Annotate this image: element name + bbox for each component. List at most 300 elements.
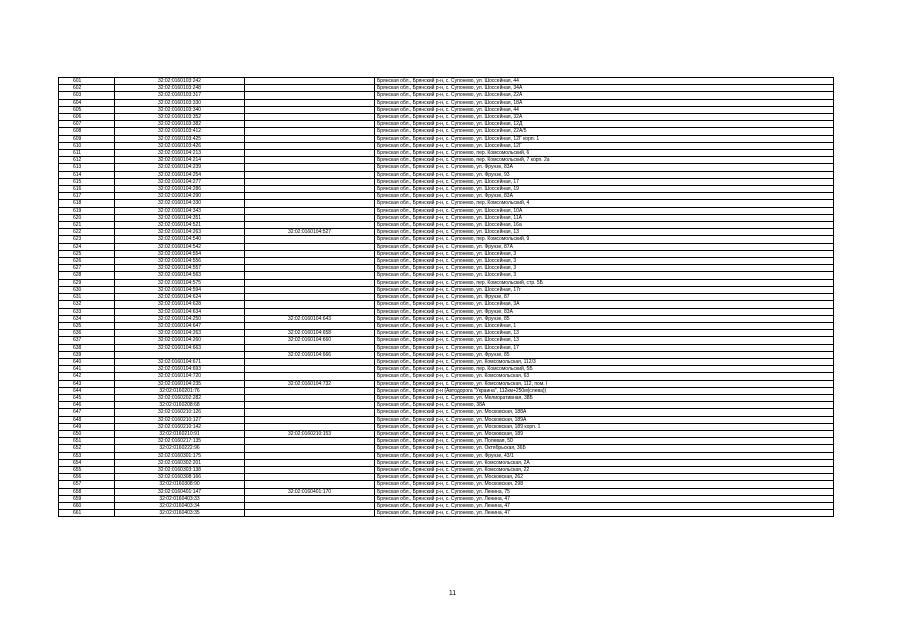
row-number-cell: 601 — [59, 78, 115, 85]
linked-cadastral-number-cell — [245, 142, 375, 149]
address-cell: Брянская обл., Брянский р-н, с. Супонево, ул. Шоссейная, 44 — [375, 106, 834, 113]
table-row — [59, 315, 834, 322]
cadastral-number-cell: 32:02:0160104:330 — [115, 200, 245, 207]
cadastral-number-cell: 32:02:0160103:412 — [115, 128, 245, 135]
linked-cadastral-number-cell — [245, 157, 375, 164]
address-cell: Брянская обл., Брянский р-н, с. Супонево, ул. Шоссейная, 11А — [375, 214, 834, 221]
cadastral-number-cell: 32:02:0160104:290 — [115, 193, 245, 200]
table-row — [59, 452, 834, 459]
table-row — [59, 474, 834, 481]
linked-cadastral-number-cell — [245, 164, 375, 171]
cadastral-number-cell: 32:02:0160210:126 — [115, 409, 245, 416]
row-number-cell: 608 — [59, 128, 115, 135]
table-row — [59, 459, 834, 466]
address-cell: Брянская обл., Брянский р-н, с. Супонево, ул. Московская, 298 — [375, 481, 834, 488]
address-cell: Брянская обл., Брянский р-н, с. Супонево, ул. Шоссейная, 12Г корп. 1 — [375, 135, 834, 142]
row-number-cell: 604 — [59, 99, 115, 106]
row-number-cell: 639 — [59, 351, 115, 358]
linked-cadastral-number-cell — [245, 236, 375, 243]
address-cell: Брянская обл., Брянский р-н, с. Супонево, ул. Шоссейная, 3 — [375, 250, 834, 257]
parcel-table-body — [59, 78, 834, 517]
table-row — [59, 301, 834, 308]
row-number-cell: 626 — [59, 258, 115, 265]
row-number-cell: 635 — [59, 322, 115, 329]
cadastral-number-cell: 32:02:0160103:352 — [115, 114, 245, 121]
table-row — [59, 330, 834, 337]
address-cell: Брянская обл., Брянский р-н, с. Супонево, ул. Мелиоративная, 38Б — [375, 394, 834, 401]
address-cell: Брянская обл., Брянский р-н, с. Супонево, ул. Московская, 189 корп. 1 — [375, 423, 834, 430]
cadastral-number-cell: 32:02:0160403:35 — [115, 510, 245, 517]
cadastral-number-cell: 32:02:0160104:663 — [115, 344, 245, 351]
table-row — [59, 308, 834, 315]
row-number-cell: 659 — [59, 495, 115, 502]
address-cell: Брянская обл., Брянский р-н, с. Супонево, ул. Ленина, 75 — [375, 488, 834, 495]
linked-cadastral-number-cell — [245, 193, 375, 200]
linked-cadastral-number-cell — [245, 265, 375, 272]
table-row — [59, 445, 834, 452]
linked-cadastral-number-cell — [245, 402, 375, 409]
linked-cadastral-number-cell — [245, 294, 375, 301]
address-cell: Брянская обл., Брянский р-н, с. Супонево, ул. Шоссейная, 13 — [375, 337, 834, 344]
table-row — [59, 502, 834, 509]
table-row — [59, 387, 834, 394]
table-row — [59, 430, 834, 437]
table-row — [59, 200, 834, 207]
linked-cadastral-number-cell: 32:02:0160104:666 — [245, 351, 375, 358]
cadastral-number-cell: 32:02:0160104:260 — [115, 337, 245, 344]
linked-cadastral-number-cell — [245, 214, 375, 221]
row-number-cell: 630 — [59, 286, 115, 293]
row-number-cell: 624 — [59, 243, 115, 250]
table-row — [59, 243, 834, 250]
cadastral-number-cell: 32:02:0160104:720 — [115, 373, 245, 380]
row-number-cell: 606 — [59, 114, 115, 121]
row-number-cell: 652 — [59, 445, 115, 452]
cadastral-number-cell: 32:02:0160104:624 — [115, 294, 245, 301]
table-row — [59, 286, 834, 293]
page-number: 11 — [448, 590, 457, 597]
cadastral-number-cell: 32:02:0160210:142 — [115, 423, 245, 430]
linked-cadastral-number-cell — [245, 481, 375, 488]
table-row — [59, 78, 834, 85]
table-row — [59, 481, 834, 488]
row-number-cell: 616 — [59, 186, 115, 193]
address-cell: Брянская обл., Брянский р-н, с. Супонево, ул. Фрунзе, 85 — [375, 315, 834, 322]
address-cell: Брянская обл., Брянский р-н, с. Супонево, ул. Ленина, 47 — [375, 502, 834, 509]
table-row — [59, 121, 834, 128]
table-row — [59, 380, 834, 387]
cadastral-number-cell: 32:02:0160104:254 — [115, 171, 245, 178]
address-cell: Брянская обл., Брянский р-н, с. Супонево, пер. Комсомольский, 5Б — [375, 366, 834, 373]
row-number-cell: 650 — [59, 430, 115, 437]
address-cell: Брянская обл., Брянский р-н, с. Супонево, ул. Московская, 188А — [375, 409, 834, 416]
address-cell: Брянская обл., Брянский р-н, с. Супонево, ул. Шоссейная, 3А — [375, 301, 834, 308]
row-number-cell: 620 — [59, 214, 115, 221]
table-row — [59, 128, 834, 135]
table-row — [59, 510, 834, 517]
cadastral-number-cell: 32:02:0160104:235 — [115, 380, 245, 387]
cadastral-number-cell: 32:02:0160104:351 — [115, 214, 245, 221]
cadastral-number-cell: 32:02:0160104:634 — [115, 308, 245, 315]
address-cell: Брянская обл., Брянский р-н, с. Супонево, ул. Фрунзе, 93 — [375, 171, 834, 178]
address-cell: Брянская обл., Брянский р-н, с. Супонево, ул. Комсомольская, 112, пом. I — [375, 380, 834, 387]
address-cell: Брянская обл., Брянский р-н, с. Супонево, ул. Шоссейная, 34А — [375, 85, 834, 92]
linked-cadastral-number-cell: 32:02:0160104:732 — [245, 380, 375, 387]
linked-cadastral-number-cell: 32:02:0160210:153 — [245, 430, 375, 437]
row-number-cell: 645 — [59, 394, 115, 401]
address-cell: Брянская обл., Брянский р-н, с. Супонево, ул. Комсомольская, 112/3 — [375, 358, 834, 365]
row-number-cell: 627 — [59, 265, 115, 272]
parcel-table — [58, 77, 834, 517]
table-row — [59, 164, 834, 171]
table-row — [59, 157, 834, 164]
row-number-cell: 613 — [59, 164, 115, 171]
cadastral-number-cell: 32:02:0160104:263 — [115, 229, 245, 236]
cadastral-number-cell: 32:02:0160208:68 — [115, 402, 245, 409]
table-row — [59, 409, 834, 416]
cadastral-number-cell: 32:02:0160103:340 — [115, 106, 245, 113]
table-row — [59, 250, 834, 257]
cadastral-number-cell: 32:02:0160303:138 — [115, 466, 245, 473]
cadastral-number-cell: 32:02:0160104:263 — [115, 330, 245, 337]
row-number-cell: 654 — [59, 459, 115, 466]
cadastral-number-cell: 32:02:0160104:277 — [115, 178, 245, 185]
linked-cadastral-number-cell — [245, 121, 375, 128]
linked-cadastral-number-cell — [245, 250, 375, 257]
table-row — [59, 178, 834, 185]
table-row — [59, 294, 834, 301]
address-cell: Брянская обл., Брянский р-н, с. Супонево, ул. Шоссейная, 32А — [375, 114, 834, 121]
table-row — [59, 229, 834, 236]
table-row — [59, 258, 834, 265]
address-cell: Брянская обл., Брянский р-н, с. Супонево, ул. Шоссейная, 3 — [375, 265, 834, 272]
address-cell: Брянская обл., Брянский р-н, с. Супонево, ул. Шоссейная, 44 — [375, 78, 834, 85]
linked-cadastral-number-cell — [245, 466, 375, 473]
linked-cadastral-number-cell — [245, 99, 375, 106]
linked-cadastral-number-cell — [245, 279, 375, 286]
cadastral-number-cell: 32:02:0160308:90 — [115, 481, 245, 488]
address-cell: Брянская обл., Брянский р-н, с. Супонево, пер. Комсомольский, 9 — [375, 236, 834, 243]
row-number-cell: 622 — [59, 229, 115, 236]
row-number-cell: 656 — [59, 474, 115, 481]
address-cell: Брянская обл., Брянский р-н, с. Супонево, ул. Шоссейная, 3 — [375, 258, 834, 265]
linked-cadastral-number-cell — [245, 358, 375, 365]
row-number-cell: 607 — [59, 121, 115, 128]
cadastral-number-cell: 32:02:0160104:542 — [115, 243, 245, 250]
cadastral-number-cell: 32:02:0160210:91 — [115, 430, 245, 437]
row-number-cell: 634 — [59, 315, 115, 322]
address-cell: Брянская обл., Брянский р-н, с. Супонево, пер. Комсомольский, стр. 5Б — [375, 279, 834, 286]
linked-cadastral-number-cell — [245, 200, 375, 207]
address-cell: Брянская обл., Брянский р-н, с. Супонево, ул. Фрунзе, 83А — [375, 164, 834, 171]
row-number-cell: 632 — [59, 301, 115, 308]
address-cell: Брянская обл., Брянский р-н, с. Супонево, ул. Шоссейная, 12Д — [375, 121, 834, 128]
linked-cadastral-number-cell — [245, 106, 375, 113]
cadastral-number-cell: 32:02:0160104:647 — [115, 322, 245, 329]
row-number-cell: 660 — [59, 502, 115, 509]
address-cell: Брянская обл., Брянский р-н, с. Супонево, 38А — [375, 402, 834, 409]
row-number-cell: 641 — [59, 366, 115, 373]
cadastral-number-cell: 32:02:0160104:594 — [115, 286, 245, 293]
cadastral-number-cell: 32:02:0160103:242 — [115, 78, 245, 85]
address-cell: Брянская обл., Брянский р-н, с. Супонево, ул. Московская, 189 — [375, 430, 834, 437]
row-number-cell: 636 — [59, 330, 115, 337]
table-row — [59, 466, 834, 473]
table-row — [59, 402, 834, 409]
address-cell: Брянская обл., Брянский р-н, с. Супонево, ул. Шоссейная, 22А/5 — [375, 128, 834, 135]
linked-cadastral-number-cell: 32:02:0160104:643 — [245, 315, 375, 322]
linked-cadastral-number-cell — [245, 78, 375, 85]
address-cell: Брянская обл., Брянский р-н, с. Супонево, ул. Шоссейная, 18А — [375, 99, 834, 106]
row-number-cell: 609 — [59, 135, 115, 142]
table-row — [59, 488, 834, 495]
table-row — [59, 85, 834, 92]
cadastral-number-cell: 32:02:0160103:330 — [115, 99, 245, 106]
row-number-cell: 602 — [59, 85, 115, 92]
address-cell: Брянская обл., Брянский р-н, с. Супонево, ул. Шоссейная, 17г — [375, 286, 834, 293]
linked-cadastral-number-cell — [245, 258, 375, 265]
address-cell: Брянская обл., Брянский р-н, с. Супонево, ул. Октябрьская, 36Б — [375, 445, 834, 452]
linked-cadastral-number-cell — [245, 366, 375, 373]
linked-cadastral-number-cell — [245, 322, 375, 329]
table-row — [59, 106, 834, 113]
address-cell: Брянская обл., Брянский р-н, с. Супонево, ул. Фрунзе, 83А — [375, 308, 834, 315]
cadastral-number-cell: 32:02:0160403:34 — [115, 502, 245, 509]
cadastral-number-cell: 32:02:0160210:127 — [115, 416, 245, 423]
row-number-cell: 648 — [59, 416, 115, 423]
table-row — [59, 186, 834, 193]
address-cell: Брянская обл., Брянский р-н, с. Супонево, пер. Комсомольский, 6 — [375, 150, 834, 157]
address-cell: Брянская обл., Брянский р-н, с. Супонево, ул. Шоссейная, 13 — [375, 229, 834, 236]
address-cell: Брянская обл., Брянский р-н, с. Супонево, ул. Шоссейная, 16а — [375, 222, 834, 229]
row-number-cell: 611 — [59, 150, 115, 157]
linked-cadastral-number-cell — [245, 286, 375, 293]
cadastral-number-cell: 32:02:0160308:166 — [115, 474, 245, 481]
address-cell: Брянская обл., Брянский р-н, с. Супонево, ул. Комсомольская, 63 — [375, 373, 834, 380]
row-number-cell: 623 — [59, 236, 115, 243]
address-cell: Брянская обл., Брянский р-н, с. Супонево, ул. Шоссейная, 1 — [375, 322, 834, 329]
cadastral-number-cell: 32:02:0160104:671 — [115, 358, 245, 365]
linked-cadastral-number-cell — [245, 344, 375, 351]
linked-cadastral-number-cell: 32:02:0160104:660 — [245, 337, 375, 344]
linked-cadastral-number-cell — [245, 474, 375, 481]
linked-cadastral-number-cell — [245, 409, 375, 416]
address-cell: Брянская обл., Брянский р-н (Автодорога "Украина", 112км+250м(слева)) — [375, 387, 834, 394]
address-cell: Брянская обл., Брянский р-н, с. Супонево, ул. Шоссейная, 10А — [375, 207, 834, 214]
linked-cadastral-number-cell — [245, 243, 375, 250]
address-cell: Брянская обл., Брянский р-н, с. Супонево, ул. Шоссейная, 17 — [375, 178, 834, 185]
table-row — [59, 99, 834, 106]
table-row — [59, 222, 834, 229]
address-cell: Брянская обл., Брянский р-н, с. Супонево, пер. Комсомольский, 4 — [375, 200, 834, 207]
address-cell: Брянская обл., Брянский р-н, с. Супонево, ул. Фрунзе, 87 — [375, 294, 834, 301]
table-row — [59, 344, 834, 351]
table-row — [59, 272, 834, 279]
row-number-cell: 603 — [59, 92, 115, 99]
cadastral-number-cell: 32:02:0160301:175 — [115, 452, 245, 459]
linked-cadastral-number-cell — [245, 423, 375, 430]
address-cell: Брянская обл., Брянский р-н, с. Супонево, ул. Ленина, 47 — [375, 495, 834, 502]
table-row — [59, 214, 834, 221]
linked-cadastral-number-cell — [245, 171, 375, 178]
cadastral-number-cell: 32:02:0160104:521 — [115, 222, 245, 229]
table-row — [59, 114, 834, 121]
table-row — [59, 135, 834, 142]
row-number-cell: 628 — [59, 272, 115, 279]
row-number-cell: 653 — [59, 452, 115, 459]
linked-cadastral-number-cell — [245, 502, 375, 509]
address-cell: Брянская обл., Брянский р-н, с. Супонево, ул. Фрунзе, 43/1 — [375, 452, 834, 459]
cadastral-number-cell: 32:02:0160104:693 — [115, 366, 245, 373]
table-row — [59, 193, 834, 200]
row-number-cell: 647 — [59, 409, 115, 416]
row-number-cell: 610 — [59, 142, 115, 149]
cadastral-number-cell: 32:02:0160104:343 — [115, 207, 245, 214]
table-row — [59, 495, 834, 502]
linked-cadastral-number-cell — [245, 85, 375, 92]
table-row — [59, 171, 834, 178]
linked-cadastral-number-cell — [245, 452, 375, 459]
row-number-cell: 638 — [59, 344, 115, 351]
row-number-cell: 621 — [59, 222, 115, 229]
address-cell: Брянская обл., Брянский р-н, с. Супонево, ул. Полевая, 50 — [375, 438, 834, 445]
row-number-cell: 643 — [59, 380, 115, 387]
cadastral-number-cell: 32:02:0160103:317 — [115, 92, 245, 99]
cadastral-number-cell: 32:02:0160202:282 — [115, 394, 245, 401]
row-number-cell: 644 — [59, 387, 115, 394]
row-number-cell: 649 — [59, 423, 115, 430]
cadastral-number-cell: 32:02:0160222:96 — [115, 445, 245, 452]
row-number-cell: 617 — [59, 193, 115, 200]
table-row — [59, 351, 834, 358]
linked-cadastral-number-cell — [245, 128, 375, 135]
linked-cadastral-number-cell: 32:02:0160104:658 — [245, 330, 375, 337]
cadastral-number-cell: 32:02:0160104:213 — [115, 150, 245, 157]
address-cell: Брянская обл., Брянский р-н, с. Супонево, ул. Московская, 262 — [375, 474, 834, 481]
cadastral-number-cell: 32:02:0160104:250 — [115, 315, 245, 322]
table-row — [59, 423, 834, 430]
cadastral-number-cell: 32:02:0160104:286 — [115, 186, 245, 193]
linked-cadastral-number-cell — [245, 135, 375, 142]
table-row — [59, 142, 834, 149]
row-number-cell: 615 — [59, 178, 115, 185]
cadastral-number-cell: 32:02:0160104:575 — [115, 279, 245, 286]
linked-cadastral-number-cell — [245, 308, 375, 315]
row-number-cell: 658 — [59, 488, 115, 495]
address-cell: Брянская обл., Брянский р-н, с. Супонево, ул. Шоссейная, 22А — [375, 92, 834, 99]
address-cell: Брянская обл., Брянский р-н, с. Супонево, ул. Ленина, 47 — [375, 510, 834, 517]
address-cell: Брянская обл., Брянский р-н, с. Супонево, ул. Шоссейная, 17 — [375, 344, 834, 351]
address-cell: Брянская обл., Брянский р-н, с. Супонево, ул. Шоссейная, 13 — [375, 330, 834, 337]
linked-cadastral-number-cell — [245, 445, 375, 452]
row-number-cell: 646 — [59, 402, 115, 409]
address-cell: Брянская обл., Брянский р-н, с. Супонево, ул. Фрунзе, 85 — [375, 351, 834, 358]
row-number-cell: 633 — [59, 308, 115, 315]
address-cell: Брянская обл., Брянский р-н, с. Супонево, ул. Шоссейная, 3 — [375, 272, 834, 279]
table-row — [59, 366, 834, 373]
address-cell: Брянская обл., Брянский р-н, с. Супонево, ул. Московская, 189А — [375, 416, 834, 423]
linked-cadastral-number-cell — [245, 373, 375, 380]
linked-cadastral-number-cell — [245, 186, 375, 193]
linked-cadastral-number-cell — [245, 178, 375, 185]
linked-cadastral-number-cell — [245, 114, 375, 121]
linked-cadastral-number-cell — [245, 495, 375, 502]
linked-cadastral-number-cell: 32:02:0160401:170 — [245, 488, 375, 495]
table-row — [59, 416, 834, 423]
cadastral-number-cell: 32:02:0160403:33 — [115, 495, 245, 502]
cadastral-number-cell: 32:02:0160103:248 — [115, 85, 245, 92]
row-number-cell: 629 — [59, 279, 115, 286]
cadastral-number-cell: 32:02:0160302:201 — [115, 459, 245, 466]
linked-cadastral-number-cell — [245, 387, 375, 394]
row-number-cell: 637 — [59, 337, 115, 344]
table-row — [59, 394, 834, 401]
table-row — [59, 358, 834, 365]
cadastral-number-cell: 32:02:0160201:76 — [115, 387, 245, 394]
linked-cadastral-number-cell — [245, 207, 375, 214]
table-row — [59, 438, 834, 445]
table-row — [59, 373, 834, 380]
table-row — [59, 92, 834, 99]
linked-cadastral-number-cell — [245, 416, 375, 423]
cadastral-number-cell: 32:02:0160104:554 — [115, 250, 245, 257]
cadastral-number-cell: 32:02:0160104:628 — [115, 301, 245, 308]
row-number-cell: 642 — [59, 373, 115, 380]
cadastral-number-cell: 32:02:0160104:214 — [115, 157, 245, 164]
row-number-cell: 625 — [59, 250, 115, 257]
cadastral-number-cell: 32:02:0160104:557 — [115, 265, 245, 272]
row-number-cell: 657 — [59, 481, 115, 488]
table-row — [59, 337, 834, 344]
cadastral-number-cell: 32:02:0160103:382 — [115, 121, 245, 128]
table-row — [59, 236, 834, 243]
table-row — [59, 207, 834, 214]
row-number-cell: 661 — [59, 510, 115, 517]
address-cell: Брянская обл., Брянский р-н, с. Супонево, пер. Комсомольский, 7 корп. 2а — [375, 157, 834, 164]
cadastral-number-cell: 32:02:0160217:135 — [115, 438, 245, 445]
cadastral-number-cell: 32:02:0160401:147 — [115, 488, 245, 495]
table-row — [59, 150, 834, 157]
linked-cadastral-number-cell — [245, 272, 375, 279]
table-row — [59, 279, 834, 286]
row-number-cell: 605 — [59, 106, 115, 113]
linked-cadastral-number-cell — [245, 459, 375, 466]
row-number-cell: 612 — [59, 157, 115, 164]
table-row — [59, 322, 834, 329]
linked-cadastral-number-cell — [245, 222, 375, 229]
cadastral-number-cell — [115, 351, 245, 358]
row-number-cell: 655 — [59, 466, 115, 473]
linked-cadastral-number-cell: 32:02:0160104:527 — [245, 229, 375, 236]
row-number-cell: 640 — [59, 358, 115, 365]
row-number-cell: 651 — [59, 438, 115, 445]
address-cell: Брянская обл., Брянский р-н, с. Супонево, ул. Шоссейная, 12Г — [375, 142, 834, 149]
linked-cadastral-number-cell — [245, 92, 375, 99]
address-cell: Брянская обл., Брянский р-н, с. Супонево, ул. Фрунзе, 83А — [375, 193, 834, 200]
row-number-cell: 619 — [59, 207, 115, 214]
linked-cadastral-number-cell — [245, 150, 375, 157]
linked-cadastral-number-cell — [245, 394, 375, 401]
row-number-cell: 618 — [59, 200, 115, 207]
address-cell: Брянская обл., Брянский р-н, с. Супонево, ул. Комсомольская, 2А — [375, 459, 834, 466]
address-cell: Брянская обл., Брянский р-н, с. Супонево, ул. Фрунзе, 87А — [375, 243, 834, 250]
address-cell: Брянская обл., Брянский р-н, с. Супонево, ул. Шоссейная, 19 — [375, 186, 834, 193]
cadastral-number-cell: 32:02:0160104:556 — [115, 258, 245, 265]
row-number-cell: 631 — [59, 294, 115, 301]
row-number-cell: 614 — [59, 171, 115, 178]
address-cell: Брянская обл., Брянский р-н, с. Супонево, ул. Комсомольская, 22 — [375, 466, 834, 473]
linked-cadastral-number-cell — [245, 510, 375, 517]
